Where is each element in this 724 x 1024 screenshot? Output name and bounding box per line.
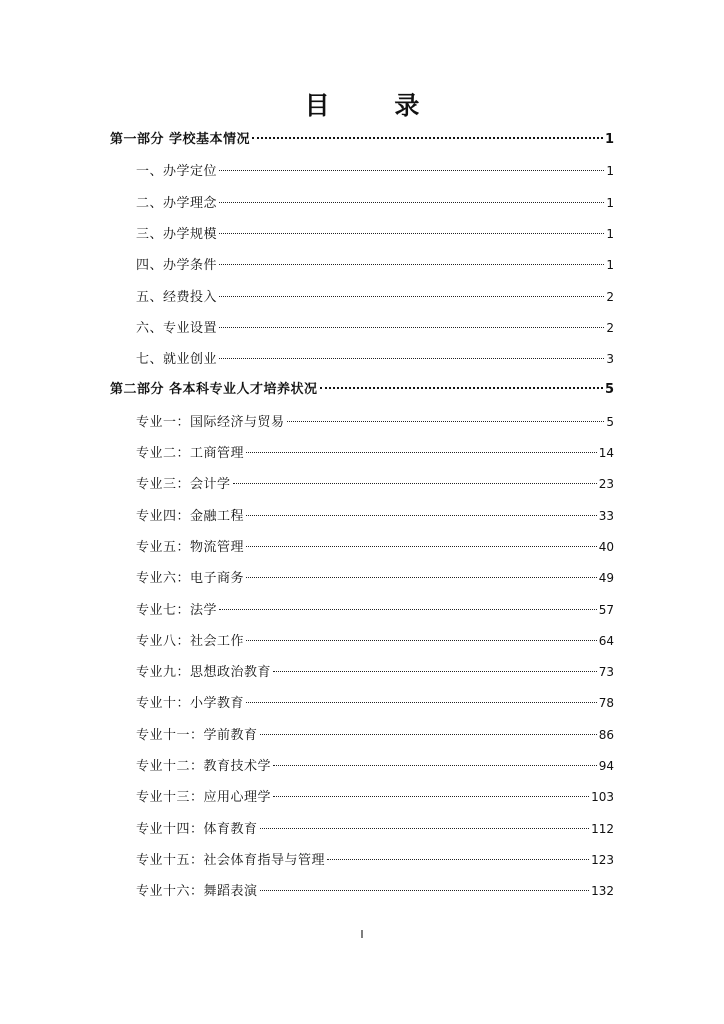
toc-entry-label: 专业二：工商管理 [136,446,245,461]
toc-subsection-entry[interactable] [136,318,614,338]
toc-subsection-entry[interactable] [136,881,614,901]
toc-entry-label: 一、办学定位 [136,164,218,179]
toc-entry-label: 二、办学理念 [136,196,218,211]
toc-entry-page-number: 73 [598,665,614,679]
toc-entry-label: 专业三：会计学 [136,477,231,492]
toc-entry-label: 专业十六：舞蹈表演 [136,884,258,899]
toc-entry-label: 三、办学规模 [136,227,218,242]
toc-entry-page-number: 5 [604,382,614,397]
dot-leader [219,296,604,297]
toc-subsection-entry[interactable] [136,725,614,745]
toc-entry-label: 专业十一：学前教育 [136,728,258,743]
toc-entry-page-number: 132 [591,884,614,898]
toc-entry-label: 专业一：国际经济与贸易 [136,415,285,430]
toc-entry-page-number: 78 [598,696,614,710]
dot-leader [327,859,589,860]
toc-entry-page-number: 49 [598,571,614,585]
toc-entry-page-number: 123 [591,853,614,867]
toc-entry-label: 专业五：物流管理 [136,540,245,555]
toc-section-entry[interactable] [110,130,614,150]
toc-entry-label: 专业十五：社会体育指导与管理 [136,853,326,868]
toc-subsection-entry[interactable] [136,287,614,307]
toc-entry-page-number: 2 [606,290,614,304]
toc-subsection-entry[interactable] [136,631,614,651]
dot-leader [260,828,590,829]
dot-leader [246,515,597,516]
toc-entry-page-number: 94 [598,759,614,773]
dot-leader [260,734,597,735]
toc-entry-page-number: 2 [606,321,614,335]
toc-entry-label: 专业十三：应用心理学 [136,790,272,805]
toc-entry-page-number: 86 [598,728,614,742]
toc-entry-page-number: 3 [606,352,614,366]
toc-entry-page-number: 14 [598,446,614,460]
toc-subsection-entry[interactable] [136,787,614,807]
toc-section-entry[interactable] [110,380,614,400]
toc-entry-label: 专业十：小学教育 [136,696,245,711]
dot-leader [260,890,590,891]
toc-entry-label: 六、专业设置 [136,321,218,336]
toc-entry-page-number: 5 [606,415,614,429]
toc-entry-label: 专业十二：教育技术学 [136,759,272,774]
dot-leader [219,233,604,234]
dot-leader [273,796,589,797]
dot-leader [246,577,597,578]
toc-entry-page-number: 1 [606,227,614,241]
toc-subsection-entry[interactable] [136,255,614,275]
toc-entry-page-number: 64 [598,634,614,648]
toc-subsection-entry[interactable] [136,568,614,588]
dot-leader [219,202,604,203]
toc-subsection-entry[interactable] [136,850,614,870]
toc-subsection-entry[interactable] [136,819,614,839]
dot-leader [273,765,597,766]
toc-entry-label: 第一部分 学校基本情况 [110,132,251,147]
toc-subsection-entry[interactable] [136,161,614,181]
toc-entry-page-number: 40 [598,540,614,554]
dot-leader [246,452,597,453]
toc-entry-label: 专业十四：体育教育 [136,822,258,837]
toc-entry-label: 专业四：金融工程 [136,509,245,524]
toc-entry-page-number: 1 [604,132,614,147]
toc-subsection-entry[interactable] [136,349,614,369]
toc-entry-page-number: 33 [598,509,614,523]
dot-leader [246,640,597,641]
toc-subsection-entry[interactable] [136,412,614,432]
toc-entry-label: 专业九：思想政治教育 [136,665,272,680]
dot-leader [219,358,604,359]
page-title: 目 录 [304,91,448,120]
dot-leader [219,609,597,610]
toc-entry-label: 专业七：法学 [136,603,218,618]
dot-leader [219,264,604,265]
toc-entry-page-number: 103 [591,790,614,804]
toc-entry-page-number: 1 [606,196,614,210]
toc-entry-page-number: 23 [598,477,614,491]
toc-subsection-entry[interactable] [136,662,614,682]
toc-entry-page-number: 1 [606,164,614,178]
toc-subsection-entry[interactable] [136,193,614,213]
toc-subsection-entry[interactable] [136,474,614,494]
toc-subsection-entry[interactable] [136,443,614,463]
dot-leader [252,137,603,139]
toc-entry-label: 七、就业创业 [136,352,218,367]
toc-subsection-entry[interactable] [136,506,614,526]
dot-leader [219,327,604,328]
toc-subsection-entry[interactable] [136,756,614,776]
dot-leader [246,702,597,703]
dot-leader [233,483,597,484]
toc-entry-label: 专业六：电子商务 [136,571,245,586]
toc-entry-page-number: 57 [598,603,614,617]
toc-entry-label: 五、经费投入 [136,290,218,305]
toc-subsection-entry[interactable] [136,600,614,620]
toc-entry-label: 第二部分 各本科专业人才培养状况 [110,382,318,397]
toc-subsection-entry[interactable] [136,693,614,713]
toc-entry-label: 四、办学条件 [136,258,218,273]
toc-entry-page-number: 112 [591,822,614,836]
toc-entry-page-number: 1 [606,258,614,272]
dot-leader [273,671,597,672]
dot-leader [246,546,597,547]
toc-subsection-entry[interactable] [136,537,614,557]
dot-leader [287,421,605,422]
footer-page-number: I [360,928,364,941]
toc-entry-label: 专业八：社会工作 [136,634,245,649]
dot-leader [320,387,603,389]
dot-leader [219,170,604,171]
toc-subsection-entry[interactable] [136,224,614,244]
